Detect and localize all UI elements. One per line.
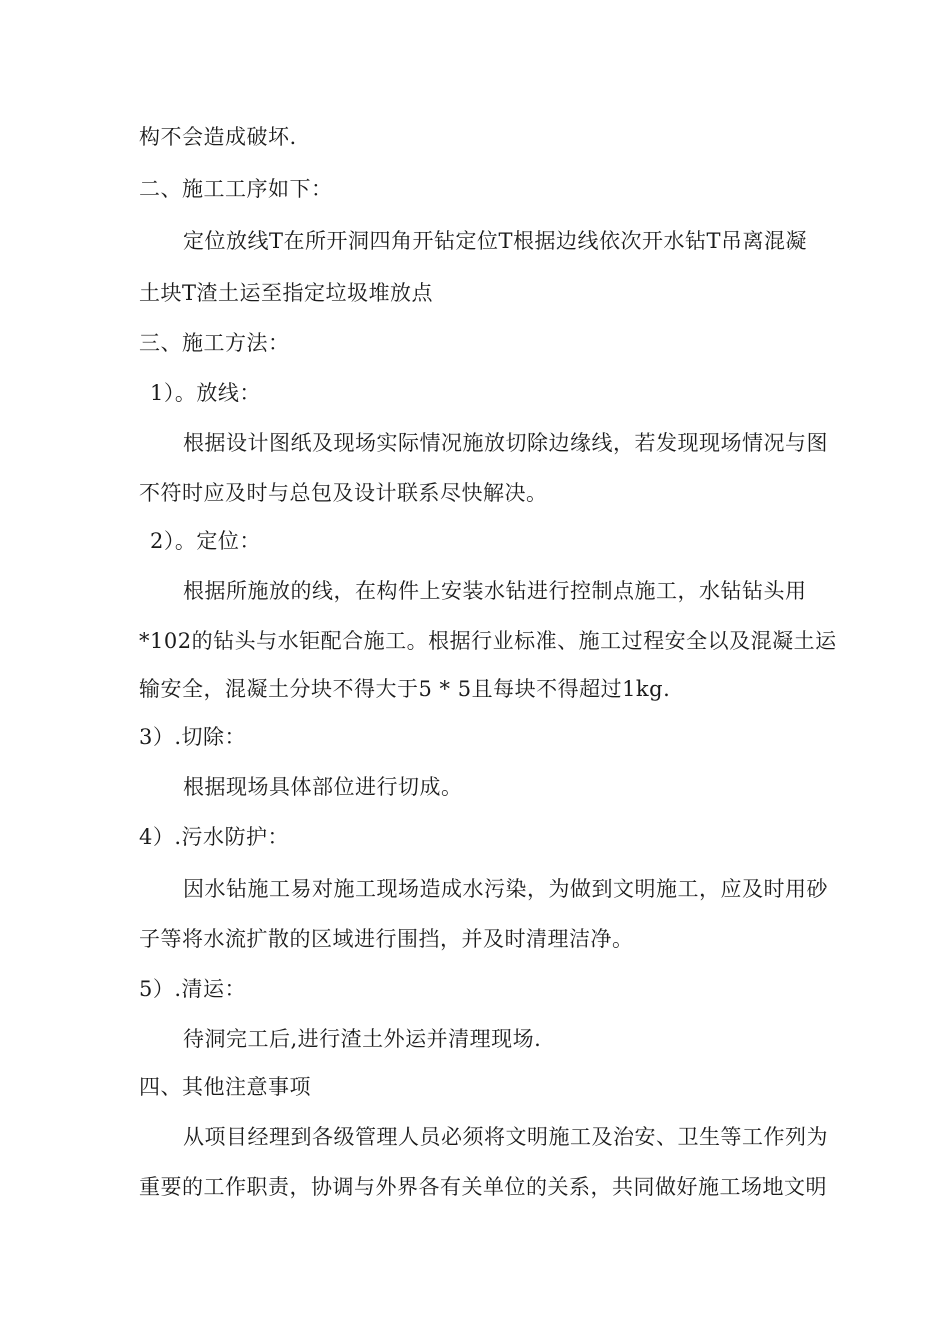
- paragraph-line: 从项目经理到各级管理人员必须将文明施工及治安、卫生等工作列为: [183, 1125, 828, 1149]
- paragraph-line: 输安全，混凝土分块不得大于5 * 5且每块不得超过1kg.: [139, 677, 671, 701]
- subsection-heading: 5）.清运：: [139, 977, 247, 1001]
- paragraph-line: 根据现场具体部位进行切成。: [183, 775, 463, 799]
- section-heading: 二、施工工序如下：: [139, 177, 333, 201]
- paragraph-line: 根据所施放的线，在构件上安装水钻进行控制点施工，水钻钻头用: [183, 579, 807, 603]
- subsection-heading: 2）。定位：: [150, 529, 261, 553]
- paragraph-line: 定位放线T在所开洞四角开钻定位T根据边线依次开水钻T吊离混凝: [183, 229, 808, 253]
- paragraph-line: 子等将水流扩散的区域进行围挡，并及时清理洁净。: [139, 927, 634, 951]
- subsection-heading: 4）.污水防护：: [139, 825, 290, 849]
- subsection-heading: 1）。放线：: [150, 381, 261, 405]
- subsection-heading: 3）.切除：: [139, 725, 247, 749]
- section-heading: 四、其他注意事项: [139, 1075, 311, 1099]
- paragraph-line: 土块T渣土运至指定垃圾堆放点: [139, 281, 434, 305]
- paragraph-line: 因水钻施工易对施工现场造成水污染，为做到文明施工，应及时用砂: [183, 877, 828, 901]
- paragraph-line: *102的钻头与水钜配合施工。根据行业标准、施工过程安全以及混凝土运: [139, 629, 837, 653]
- paragraph-line: 不符时应及时与总包及设计联系尽快解决。: [139, 481, 548, 505]
- section-heading: 三、施工方法：: [139, 331, 290, 355]
- paragraph-line: 构不会造成破坏.: [139, 125, 297, 149]
- paragraph-line: 待洞完工后,进行渣土外运并清理现场.: [183, 1027, 542, 1051]
- paragraph-line: 重要的工作职责，协调与外界各有关单位的关系，共同做好施工场地文明: [139, 1175, 827, 1199]
- paragraph-line: 根据设计图纸及现场实际情况施放切除边缘线，若发现现场情况与图: [183, 431, 828, 455]
